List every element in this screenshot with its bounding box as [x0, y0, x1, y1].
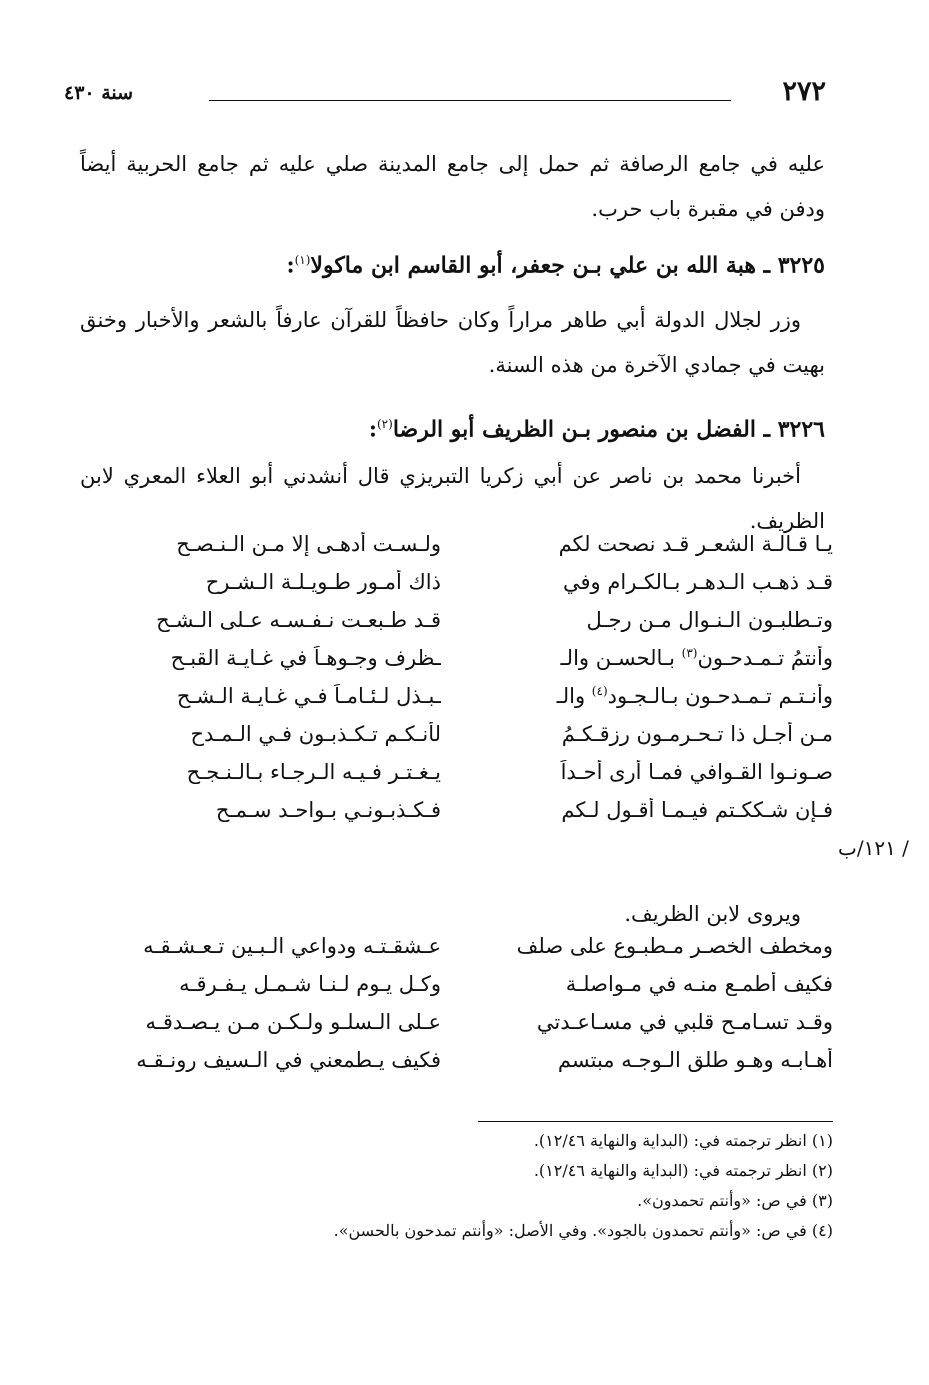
verse-first-hemistich: فـإن شـككـتم فيـمـا أقـول لـكم — [561, 798, 833, 822]
verse-first-hemistich: وقـد تسـامـح قلبي في مسـاعـدتي — [536, 1010, 833, 1034]
verse-second-hemistich: ذاك أمـور طـويـلـة الـشـرح — [205, 570, 441, 594]
footnote: (٣) في ص: «وأنتم تحمدون». — [637, 1191, 833, 1210]
hemistich-text-end: والـ — [556, 684, 592, 708]
verse — [93, 570, 833, 608]
verse-first-hemistich: وتـطلبـون الـنـوال مـن رجـل — [586, 608, 833, 632]
verse-first-hemistich — [485, 646, 833, 670]
verse — [93, 760, 833, 798]
verse-first-hemistich — [485, 684, 833, 708]
footnote: (٢) انظر ترجمته في: (البداية والنهاية ١٢/٤٦). — [533, 1161, 833, 1180]
footnote-rule — [478, 1121, 833, 1122]
verse-first-hemistich: أهـابـه وهـو طلق الـوجـه مبتسم — [557, 1048, 833, 1072]
verse — [93, 972, 833, 1010]
header-rule — [209, 100, 731, 101]
entry-3225-paragraph: وزر لجلال الدولة أبي طاهر مراراً وكان حافظاً للقرآن عارفاً بالشعر والأخبار وخنق بهيت في جمادي الآخرة من هذه السنة. — [80, 308, 825, 377]
verse — [93, 722, 833, 760]
year-label: سنة ٤٣٠ — [64, 82, 134, 104]
verse — [93, 1010, 833, 1048]
continuation-paragraph: عليه في جامع الرصافة ثم حمل إلى جامع المدينة صلي عليه ثم جامع الحربية أيضاً ودفن في مقبرة باب حرب. — [80, 152, 825, 221]
verse — [93, 1048, 833, 1086]
verse-first-hemistich: فكيف أطمـع منـه في مـواصلـة — [565, 972, 833, 996]
verse-second-hemistich: ـبـذل لـئـامـاً فـي غـايـة الـشـح — [176, 684, 441, 708]
footnote: (١) انظر ترجمته في: (البداية والنهاية ١٢/٤٦). — [533, 1131, 833, 1150]
verse-first-hemistich: يـا قـالـة الشعـر قـد نصحت لكم — [558, 532, 833, 556]
entry-3226-heading — [80, 404, 825, 449]
verse-second-hemistich: يـغـتـر فـيـه الـرجـاء بـالـنـجـح — [186, 760, 441, 784]
verse-first-hemistich: مـن أجـل ذا تـحـرمـون رزقـكـمُ — [561, 722, 833, 746]
entry-3225-heading — [80, 240, 825, 285]
entry-3225-heading-text: ٣٢٢٥ ـ هبة الله بن علي بـن جعفر، أبو القاسم ابن ماكولا — [310, 252, 825, 279]
footnote-ref-1: (١) — [294, 253, 311, 267]
hemistich-text-end: بـالحسـن والـ — [560, 646, 682, 670]
running-header — [64, 76, 826, 116]
entry-3226-heading-text: ٣٢٢٦ ـ الفضل بن منصور بـن الظريف أبو الرضا — [392, 416, 825, 443]
verse — [93, 684, 833, 722]
verse-second-hemistich: عـشقـتـه ودواعي الـبـين تـعـشـقـه — [143, 934, 441, 958]
verse-first-hemistich: قـد ذهـب الـدهـر بـالكـرام وفي — [563, 570, 833, 594]
verse — [93, 532, 833, 570]
footnote-ref-3: (٣) — [681, 646, 698, 660]
verse-second-hemistich: ولـسـت أدهـى إلا مـن الـنـصـح — [176, 532, 441, 556]
hemistich-text: وأنـتـم تـمـدحـون بـالـجـود — [607, 684, 833, 708]
also-narrated-line: ويروى لابن الظريف. — [624, 902, 801, 926]
footnote-ref-4: (٤) — [591, 684, 608, 698]
verse — [93, 608, 833, 646]
verse-second-hemistich: قـد طـبعـت نـفـسـه عـلى الـشـح — [156, 608, 441, 632]
verse-second-hemistich: عـلى الـسلـو ولـكـن مـن يـصـدقـه — [145, 1010, 441, 1034]
verse-first-hemistich: ومخطف الخصـر مـطبـوع على صلف — [516, 934, 833, 958]
verse-second-hemistich: لأنـكـم تـكـذبـون فـي الـمـدح — [190, 722, 441, 746]
footnotes — [73, 1126, 833, 1246]
poem-2 — [93, 934, 833, 1086]
page-number: ٢٧٢ — [782, 76, 826, 107]
entry-3226-heading-colon: : — [368, 416, 377, 443]
verse-second-hemistich: فكيف يـطمعني في الـسيف رونـقـه — [136, 1048, 441, 1072]
verse — [93, 934, 833, 972]
footnote-ref-2: (٢) — [376, 417, 393, 431]
verse-first-hemistich: صـونـوا القـوافي فمـا أرى أحـداً — [560, 760, 833, 784]
footnote: (٤) في ص: «وأنتم تحمدون بالجود». وفي الأصل: «وأنتم تمدحون بالحسن». — [333, 1221, 833, 1240]
poem-1 — [93, 532, 833, 836]
verse — [93, 646, 833, 684]
hemistich-text: وأنتمُ تـمـدحـون — [697, 646, 833, 670]
manuscript-folio-note: ١٢١/ب / — [838, 836, 909, 860]
verse-second-hemistich: ـظرف وجـوهـاً في غـايـة القبـح — [170, 646, 441, 670]
verse-second-hemistich: وكـل يـوم لـنـا شـمـل يـفـرقـه — [179, 972, 441, 996]
verse-second-hemistich: فـكـذبـونـي بـواحـد سـمـح — [215, 798, 441, 822]
verse — [93, 798, 833, 836]
entry-3226-intro: أخبرنا محمد بن ناصر عن أبي زكريا التبريزي قال أنشدني أبو العلاء المعري لابن الظريف. — [80, 464, 825, 533]
entry-3225-heading-colon: : — [286, 252, 295, 279]
